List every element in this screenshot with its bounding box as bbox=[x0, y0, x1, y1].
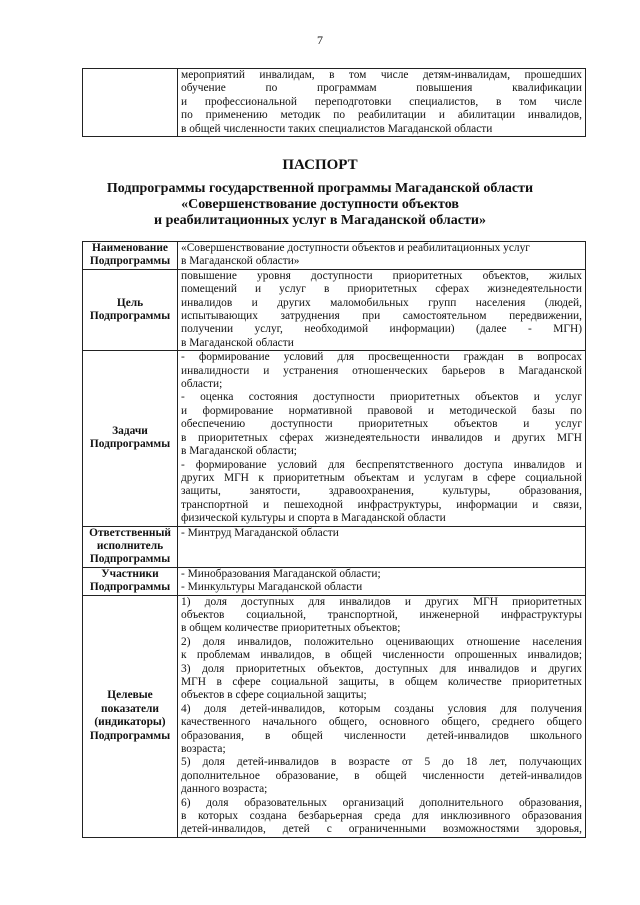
text-line: обучение по программам повышения квалификации bbox=[181, 82, 582, 95]
label-cell bbox=[83, 242, 178, 270]
label-text: Подпрограммы bbox=[89, 553, 171, 566]
subprogram-heading-line-1: Подпрограммы государственной программы Магаданской области bbox=[106, 181, 534, 196]
text-line: качественного начального общего, основного общего, среднего общего bbox=[181, 716, 582, 729]
text-line: получении услуг, необходимой информации) (далее - МГН) bbox=[181, 323, 582, 336]
text-line: 6) доля образовательных организаций дополнительного образования, bbox=[181, 796, 582, 809]
passport-table bbox=[82, 241, 586, 838]
text-line: и формирование нормативной правовой и методической базы по bbox=[181, 404, 582, 417]
text-line: в общем количестве приоритетных объектов; bbox=[181, 622, 401, 635]
text-line: 4) доля детей-инвалидов, которым созданы условия для получения bbox=[181, 702, 582, 715]
page-number: 7 bbox=[317, 33, 323, 47]
label-text: показатели bbox=[101, 702, 159, 715]
label-text: Наименование bbox=[92, 242, 168, 254]
text-line: инвалидов и других маломобильных групп населения (людей, bbox=[181, 296, 582, 309]
label-cell bbox=[83, 567, 178, 595]
subprogram-heading-line-2: «Совершенствование доступности объектов bbox=[181, 197, 459, 212]
label-text: Цель bbox=[116, 296, 144, 309]
label-text: Подпрограммы bbox=[89, 438, 171, 451]
text-line: детей-инвалидов, детей с ограниченными возможностями здоровья, bbox=[181, 823, 582, 836]
value-cell bbox=[178, 269, 586, 350]
text-line: мероприятий инвалидам, в том числе детям-инвалидам, прошедших bbox=[181, 69, 582, 81]
text-line: и профессиональной переподготовки специалистов, в том числе bbox=[181, 95, 582, 108]
text-line: физической культуры и спорта в Магаданской области bbox=[181, 512, 446, 525]
value-cell bbox=[178, 351, 586, 526]
value-cell bbox=[178, 526, 586, 567]
text-line: 5) доля детей-инвалидов в возрасте от 5 до 18 лет, получающих bbox=[181, 756, 582, 769]
value-cell bbox=[178, 595, 586, 837]
label-cell bbox=[83, 595, 178, 837]
label-cell bbox=[83, 351, 178, 526]
label-text: Участники bbox=[101, 567, 159, 580]
text-line: инвалидности и устранения отношенческих барьеров в Магаданской bbox=[181, 364, 582, 377]
label-text: Целевые bbox=[107, 689, 153, 702]
subprogram-heading-line-3: и реабилитационных услуг в Магаданской области» bbox=[154, 213, 486, 228]
label-text: Задачи bbox=[112, 424, 148, 437]
label-text: Ответственный bbox=[89, 526, 171, 539]
text-line: образования, в общей численности детей-инвалидов школьного bbox=[181, 729, 582, 742]
text-line: испытывающих затруднения при самостоятельном передвижении, bbox=[181, 310, 582, 323]
text-line: помещений и услуг в приоритетных сферах жизнедеятельности bbox=[181, 283, 582, 296]
text-line: в Магаданской области bbox=[181, 336, 294, 349]
text-line: - Минтруд Магаданской области bbox=[181, 526, 339, 539]
row-indicators bbox=[83, 595, 586, 837]
text-line: в Магаданской области» bbox=[181, 255, 300, 268]
text-line: 1) доля доступных для инвалидов и других МГН приоритетных bbox=[181, 595, 582, 608]
text-line: других МГН к приоритетным объектам и услугам в сфере социальной bbox=[181, 471, 582, 484]
text-line: в общей численности таких специалистов Магаданской области bbox=[181, 122, 493, 135]
row-goal bbox=[83, 269, 586, 350]
empty-label-cell bbox=[83, 69, 178, 137]
label-text: Подпрограммы bbox=[89, 581, 171, 594]
text-line: МГН в сфере социальной защиты, в общем количестве приоритетных bbox=[181, 676, 582, 688]
text-line: в Магаданской области; bbox=[181, 445, 297, 458]
row-responsible bbox=[83, 526, 586, 567]
value-cell bbox=[178, 567, 586, 595]
text-line: в приоритетных сферах жизнедеятельности инвалидов и других МГН bbox=[181, 431, 582, 444]
text-line: 2) доля инвалидов, положительно оценивающих отношение населения bbox=[181, 635, 582, 648]
indicator-continuation-cell bbox=[178, 69, 586, 137]
label-cell bbox=[83, 269, 178, 350]
text-line: - Минкультуры Магаданской области bbox=[181, 581, 363, 594]
text-line: «Совершенствование доступности объектов и реабилитационных услуг bbox=[181, 242, 530, 254]
label-text: Подпрограммы bbox=[89, 255, 171, 268]
text-line: - формирование условий для беспрепятственного доступа инвалидов и bbox=[181, 458, 582, 471]
text-line: защиты, занятости, здравоохранения, культуры, образования, bbox=[181, 485, 582, 498]
row-participants bbox=[83, 567, 586, 595]
text-line: по применению методик по реабилитации и абилитации инвалидов, bbox=[181, 109, 582, 122]
text-line: дополнительное образование, в общей численности детей-инвалидов bbox=[181, 769, 582, 782]
text-line: - Минобразования Магаданской области; bbox=[181, 567, 381, 580]
text-line: объектов социальной, транспортной, инженерной инфраструктуры bbox=[181, 608, 582, 621]
value-cell bbox=[178, 242, 586, 270]
passport-title: ПАСПОРТ bbox=[282, 157, 358, 173]
row-tasks bbox=[83, 351, 586, 526]
continued-table bbox=[82, 68, 586, 137]
row-name bbox=[83, 242, 586, 270]
text-line: в которых создана безбарьерная среда для инклюзивного образования bbox=[181, 810, 582, 823]
label-text: (индикаторы) bbox=[94, 716, 166, 729]
label-text: Подпрограммы bbox=[89, 729, 171, 742]
text-line: - формирование условий для просвещенности граждан в вопросах bbox=[181, 351, 582, 364]
text-line: 3) доля приоритетных объектов, доступных для инвалидов и других bbox=[181, 662, 582, 675]
text-line: обеспечению доступности приоритетных объектов и услуг bbox=[181, 418, 582, 431]
text-line: данного возраста; bbox=[181, 783, 268, 796]
text-line: повышение уровня доступности приоритетных объектов, жилых bbox=[181, 269, 582, 282]
table-row bbox=[83, 69, 586, 137]
label-text: Подпрограммы bbox=[89, 310, 171, 323]
text-line: объектов в сфере социальной защиты; bbox=[181, 689, 367, 702]
text-line: области; bbox=[181, 378, 223, 391]
text-line: - оценка состояния доступности приоритетных объектов и услуг bbox=[181, 391, 582, 404]
label-text: исполнитель bbox=[96, 539, 164, 552]
text-line: возраста; bbox=[181, 743, 226, 756]
text-line: к проблемам инвалидов, в общей численности опрошенных инвалидов; bbox=[181, 649, 582, 662]
label-cell bbox=[83, 526, 178, 567]
text-line: транспортной и пешеходной инфраструктуры, информации и связи, bbox=[181, 498, 582, 511]
